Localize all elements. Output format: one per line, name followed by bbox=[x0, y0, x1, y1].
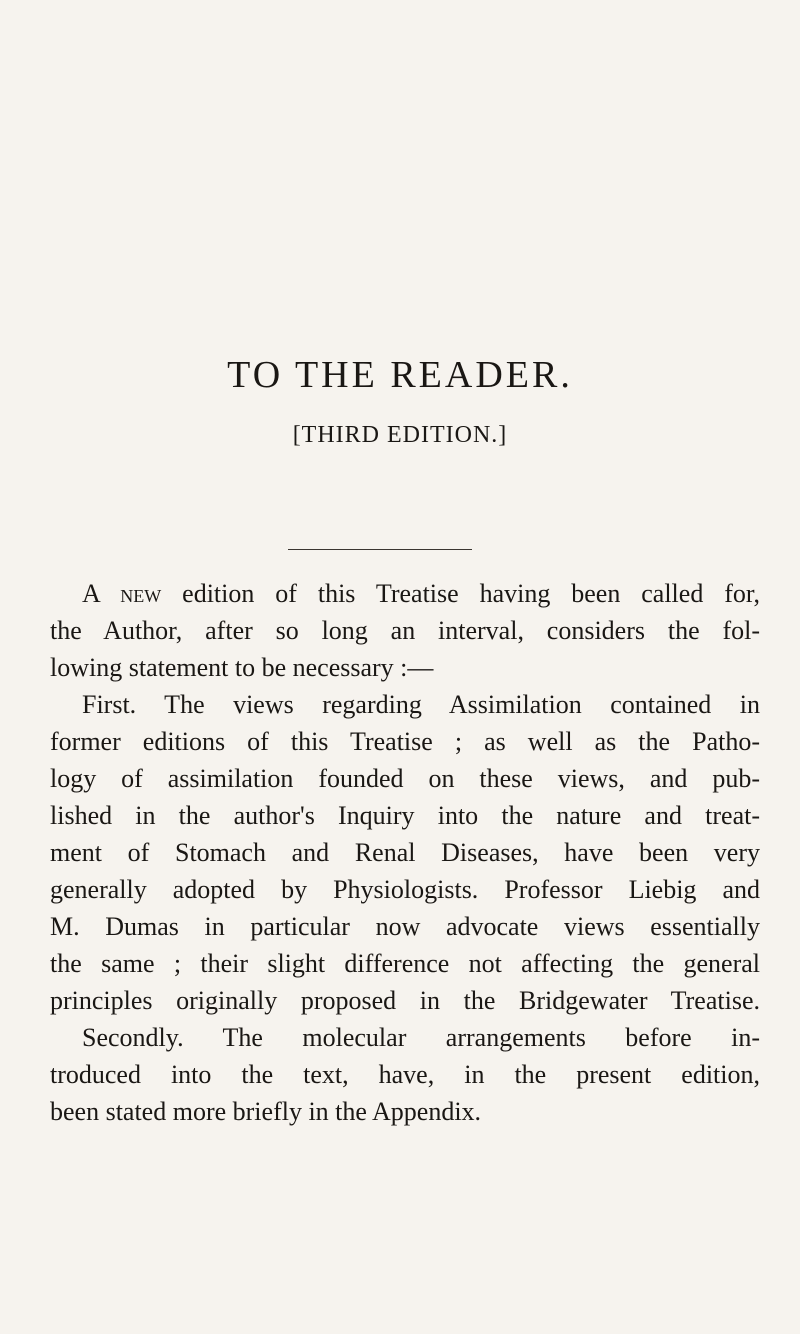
text-line: ment of Stomach and Renal Diseases, have been very bbox=[50, 838, 760, 867]
text-line: been stated more briefly in the Appendix. bbox=[50, 1097, 482, 1126]
text-line: M. Dumas in particular now advocate views essentially bbox=[50, 912, 760, 941]
text-line: the same ; their slight difference not affecting the general bbox=[50, 949, 760, 978]
text-line: First. The views regarding Assimilation contained in bbox=[82, 690, 760, 719]
text-line: lished in the author's Inquiry into the nature and treat- bbox=[50, 801, 760, 830]
text-line: Secondly. The molecular arrangements before in- bbox=[82, 1023, 760, 1052]
text-line: lowing statement to be necessary :— bbox=[50, 653, 434, 682]
text-line: former editions of this Treatise ; as well as the Patho- bbox=[50, 727, 760, 756]
text-line: logy of assimilation founded on these views, and pub- bbox=[50, 764, 760, 793]
text-line: troduced into the text, have, in the present edition, bbox=[50, 1060, 760, 1089]
text-line: generally adopted by Physiologists. Professor Liebig and bbox=[50, 875, 760, 904]
text-line: principles originally proposed in the Bridgewater Treatise. bbox=[50, 986, 760, 1015]
edition-subtitle: [THIRD EDITION.] bbox=[292, 422, 508, 448]
body-paragraphs bbox=[50, 575, 760, 1130]
page-title: TO THE READER. bbox=[227, 354, 573, 396]
text-line: the Author, after so long an interval, considers the fol- bbox=[50, 616, 760, 645]
text-line: A new edition of this Treatise having been called for, bbox=[82, 579, 761, 608]
divider-rule bbox=[288, 549, 472, 550]
